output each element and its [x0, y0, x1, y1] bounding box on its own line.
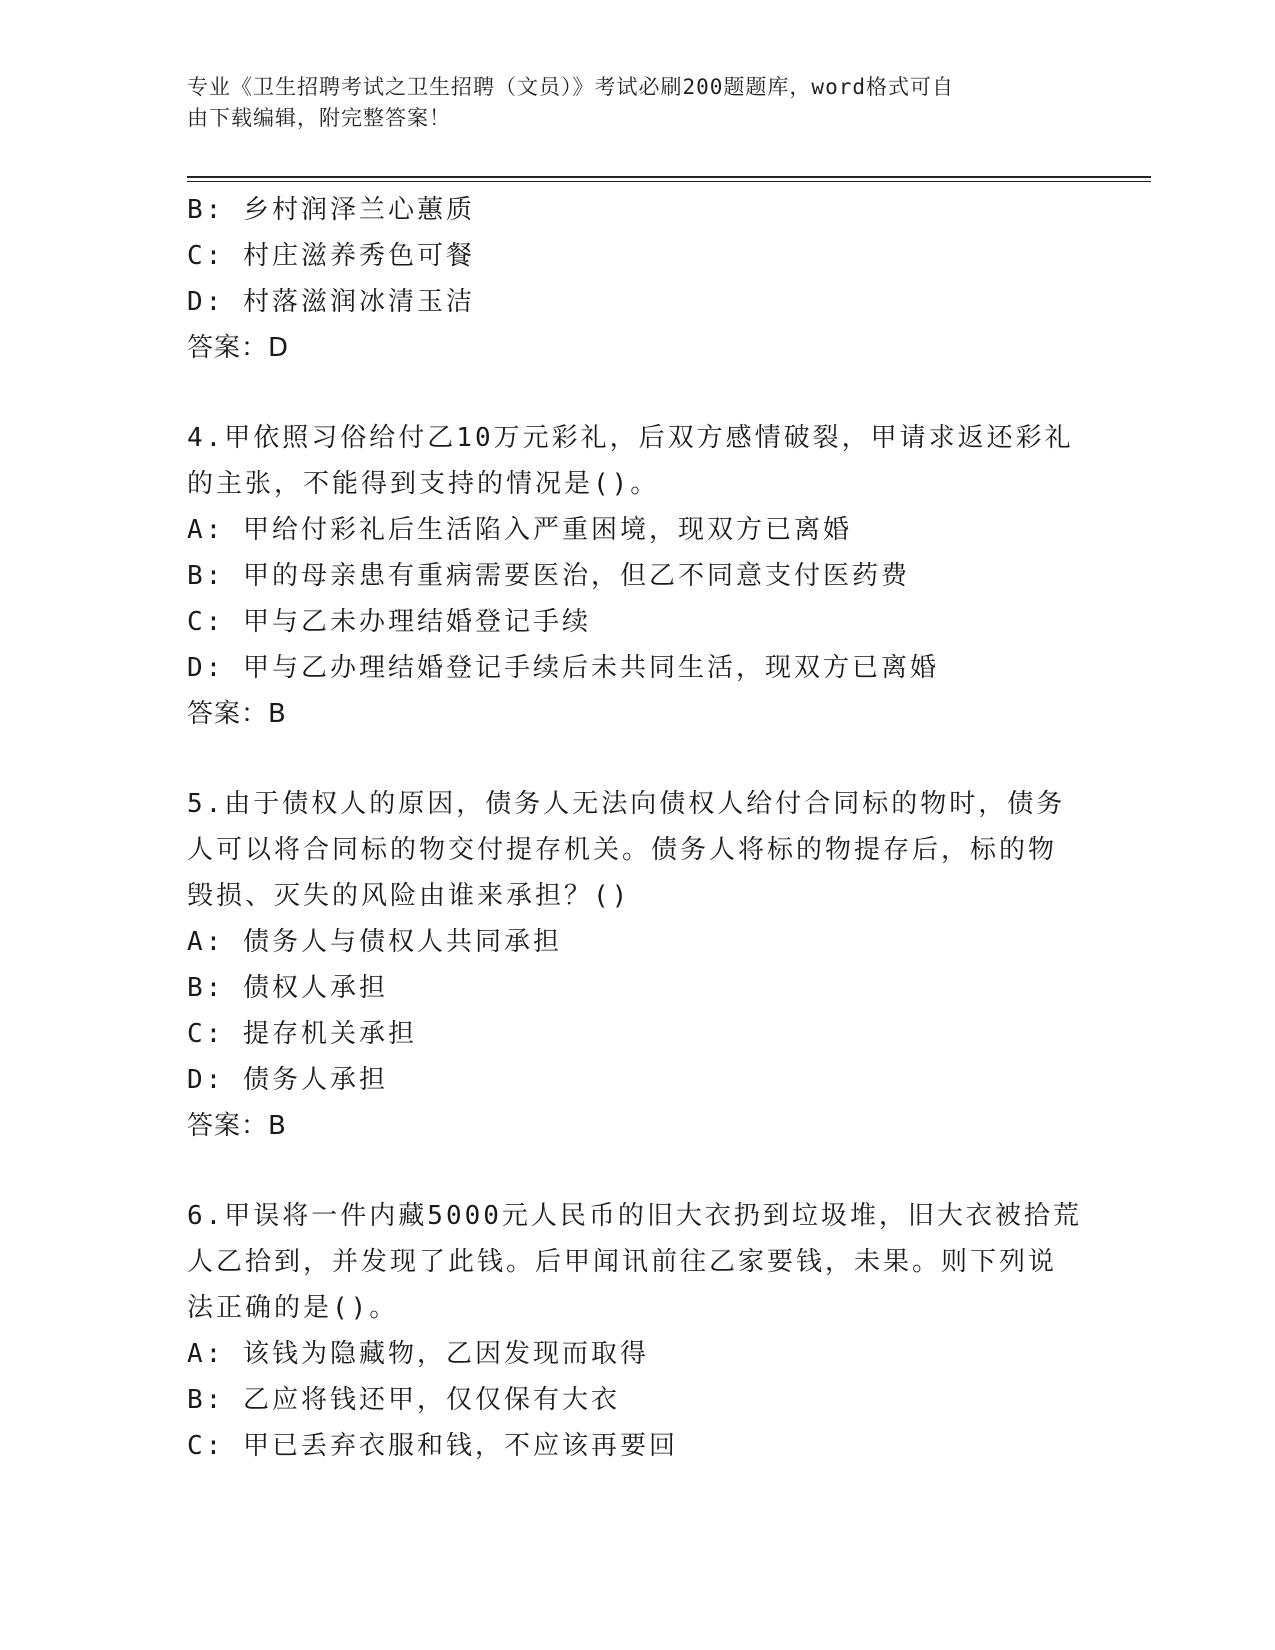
- option-b: B: 乡村润泽兰心蕙质: [187, 195, 475, 225]
- document-header: [187, 72, 1067, 134]
- option-c: C: 甲与乙未办理结婚登记手续: [187, 607, 591, 637]
- question-stem: 人乙拾到，并发现了此钱。后甲闻讯前往乙家要钱，未果。则下列说: [187, 1247, 1058, 1277]
- option-b: B: 乙应将钱还甲，仅仅保有大衣: [187, 1385, 620, 1415]
- option-a: A: 甲给付彩礼后生活陷入严重困境，现双方已离婚: [187, 515, 852, 545]
- option-b: B: 债权人承担: [187, 973, 388, 1003]
- option-d: D: 甲与乙办理结婚登记手续后未共同生活，现双方已离婚: [187, 653, 939, 683]
- option-a: A: 债务人与债权人共同承担: [187, 927, 562, 957]
- spacer: [187, 737, 1087, 781]
- option-a: A: 该钱为隐藏物，乙因发现而取得: [187, 1339, 649, 1369]
- answer: 答案：D: [187, 333, 290, 363]
- question-stem: 人可以将合同标的物交付提存机关。债务人将标的物提存后，标的物: [187, 835, 1058, 865]
- header-line-2: 由下载编辑，附完整答案！: [187, 106, 451, 130]
- question-4-block: [187, 415, 1087, 737]
- option-b: B: 甲的母亲患有重病需要医治，但乙不同意支付医药费: [187, 561, 910, 591]
- question-stem: 5.由于债权人的原因，债务人无法向债权人给付合同标的物时，债务: [187, 789, 1066, 819]
- spacer: [187, 1149, 1087, 1193]
- option-c: C: 甲已丢弃衣服和钱，不应该再要回: [187, 1431, 678, 1461]
- document-body: [187, 187, 1087, 1469]
- spacer: [187, 371, 1087, 415]
- answer: 答案：B: [187, 1111, 287, 1141]
- header-divider-thin: [187, 181, 1151, 182]
- question-stem: 法正确的是()。: [187, 1293, 399, 1323]
- question-3-block: [187, 187, 1087, 371]
- option-d: D: 债务人承担: [187, 1065, 388, 1095]
- answer: 答案：B: [187, 699, 287, 729]
- question-stem: 6.甲误将一件内藏5000元人民币的旧大衣扔到垃圾堆，旧大衣被拾荒: [187, 1201, 1082, 1231]
- option-c: C: 提存机关承担: [187, 1019, 417, 1049]
- question-stem: 毁损、灭失的风险由谁来承担？(): [187, 881, 631, 911]
- header-line-1: 专业《卫生招聘考试之卫生招聘（文员）》考试必刷200题题库，word格式可自: [187, 75, 954, 99]
- header-divider-thick: [187, 176, 1151, 178]
- question-stem: 4.甲依照习俗给付乙10万元彩礼，后双方感情破裂，甲请求返还彩礼: [187, 423, 1074, 453]
- option-d: D: 村落滋润冰清玉洁: [187, 287, 475, 317]
- question-stem: 的主张，不能得到支持的情况是()。: [187, 469, 660, 499]
- question-6-block: [187, 1193, 1087, 1469]
- option-c: C: 村庄滋养秀色可餐: [187, 241, 475, 271]
- question-5-block: [187, 781, 1087, 1149]
